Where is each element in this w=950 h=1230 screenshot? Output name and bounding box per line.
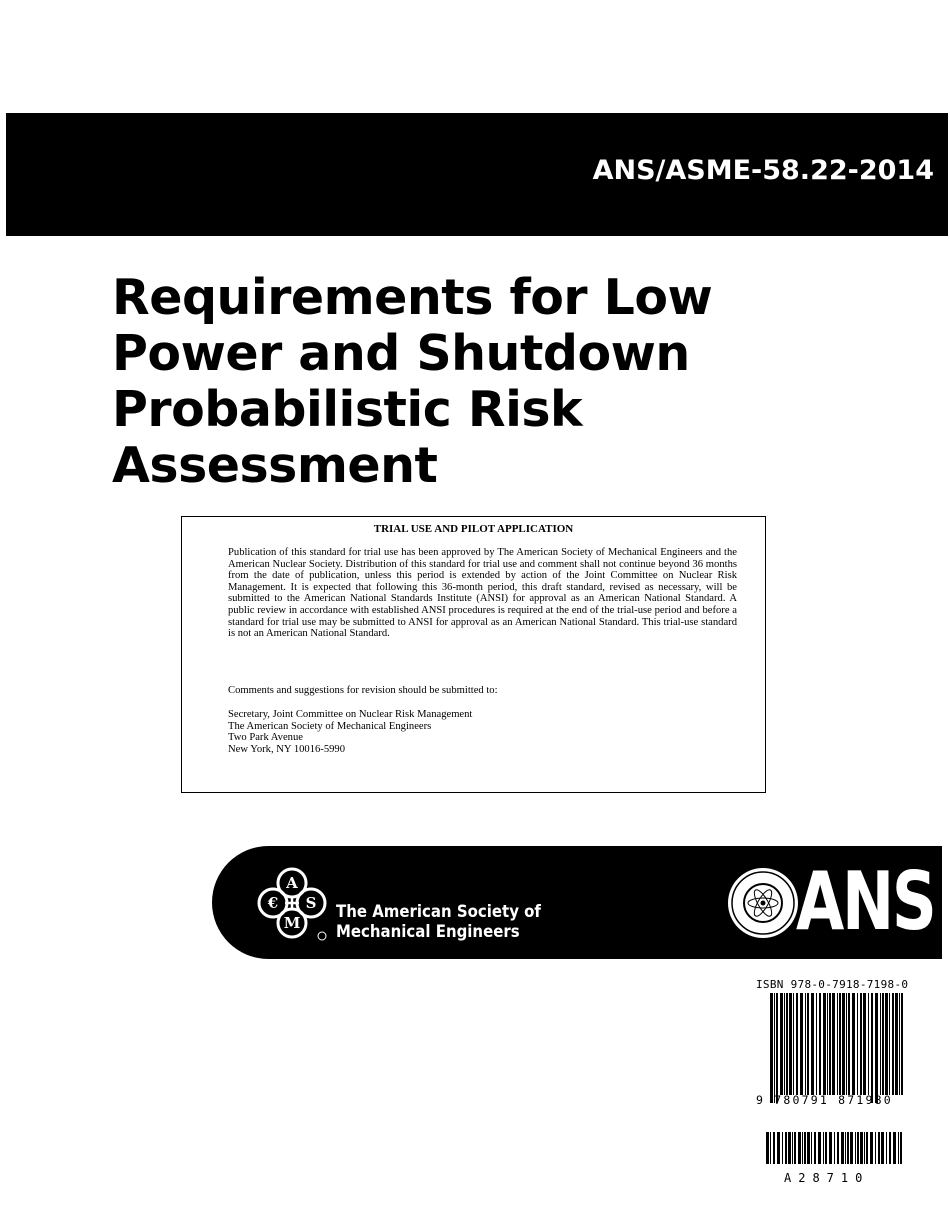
title-line: Requirements for Low [112, 269, 713, 326]
asme-name-line: The American Society of [336, 902, 541, 922]
barcode-digits: 9 780791 871980 [756, 1093, 893, 1107]
asme-name [336, 902, 541, 942]
document-title [112, 270, 812, 494]
address-line: The American Society of Mechanical Engineers [228, 720, 432, 732]
trial-use-notice [181, 516, 766, 793]
svg-text:S: S [305, 894, 317, 912]
secondary-code: A28710 [784, 1171, 870, 1185]
title-line: Probabilistic Risk [112, 381, 583, 438]
ans-wordmark: ANS [796, 855, 935, 948]
title-line: Power and Shutdown [112, 325, 690, 382]
isbn-barcode [768, 993, 906, 1103]
notice-heading: TRIAL USE AND PILOT APPLICATION [373, 523, 574, 535]
svg-text:M: M [283, 914, 301, 932]
title-line: Assessment [112, 437, 438, 494]
notice-body: Publication of this standard for trial use has been approved by The American Society of Mechanical Engineers and the American Nuclear Society. Distribution of this standard for trial use and comment shall not continue beyond 36 months from the date of publication, unless this period is extended by action of the Joint Committee on Nuclear Risk Management. It is expected that following this 36-month period, this draft standard, revised as necessary, will be submitted to the American National Standards Institute (ANSI) for approval as an American National Standard. A public review in accordance with established ANSI procedures is required at the end of the trial-use period and before a standard for trial use may be submitted to ANSI for approval as an American National Standard. This trial-use standard is not an American National Standard. [228, 547, 737, 640]
comments-intro: Comments and suggestions for revision should be submitted to: [228, 685, 498, 696]
isbn-label: ISBN 978-0-7918-7198-0 [756, 978, 909, 991]
mailing-address [228, 709, 472, 755]
publisher-logo-band [212, 846, 942, 959]
asme-emblem-icon [256, 866, 328, 942]
address-line: New York, NY 10016-5990 [228, 743, 346, 755]
svg-text:€: € [267, 894, 279, 912]
address-line: Secretary, Joint Committee on Nuclear Risk Management [228, 709, 473, 720]
standard-number: ANS/ASME-58.22-2014 [592, 155, 934, 186]
asme-name-line: Mechanical Engineers [336, 922, 520, 942]
secondary-barcode [764, 1132, 904, 1172]
svg-text:A: A [286, 874, 298, 892]
header-banner [6, 113, 948, 236]
address-line: Two Park Avenue [228, 732, 303, 744]
ans-seal-icon [726, 866, 800, 940]
